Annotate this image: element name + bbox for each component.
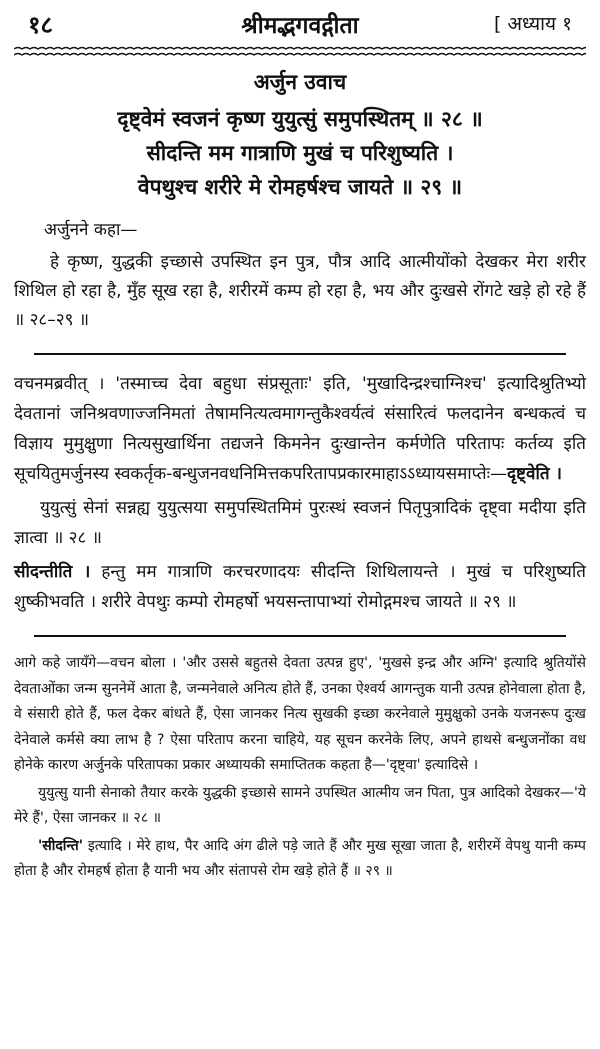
translation-intro: अर्जुनने कहा— [44,220,138,240]
hindi-commentary-para-1: आगे कहे जायँगे—वचन बोला । 'और उससे बहुतसे देवता उत्पन्न हुए', 'मुखसे इन्द्र और अग्नि' इत्यादि श्रुतियोंसे देवताओंका जन्म सुननेमें आता है, जन्मनेवाले अनित्य होते हैं, उनका ऐश्वर्य आगन्तुक यानी उत्पन्न होनेवाला होता है, वे संसारी होते हैं, फल देकर बांधते हैं, ऐसा जानकर नित्य सुखकी इच्छा करनेवाले मुमुक्षुको उनके यजनरूप दुःख देनेवाले कर्मसे क्या लाभ है ? ऐसा परिताप करना चाहिये, यह सूचन करनेके लिए, अपने हाथसे बन्धुजनोंका वध होनेके कारण अर्जुनके परितापका प्रकार अध्यायकी समाप्तितक कहता है—'दृष्ट्वा' इत्यादिसे । [14,655,586,773]
verse-line-3: वेपथुश्च शरीरे मे रोमहर्षश्च जायते ॥ २९ ॥ [137,175,463,199]
hindi-commentary-para-2: युयुत्सु यानी सेनाको तैयार करके युद्धकी इच्छासे सामने उपस्थित आत्मीय जन पिता, पुत्र आदिको देखकर—'ये मेरे हैं', ऐसा जानकर ॥ २८ ॥ [14,784,586,826]
commentary-para-1-text: वचनमब्रवीत् । 'तस्माच्च देवा बहुधा संप्रसूताः' इति, 'मुखादिन्द्रश्चाग्निश्च' इत्यादिश्रुतिभ्यो देवतानां जनिश्रवणाज्जनिमतां तेषामनित्यत्वमागन्तुकैश्वर्यत्वं संसारित्वं फलदानेन बन्धकत्वं च विज्ञाय मुमुक्षुणा नित्यसुखार्थिना तद्यजने किमनेन दुःखान्तेन कर्मणेति परितापः कर्तव्य इति सूचयितुमर्जुनस्य स्वकर्तृक-बन्धुजनवधनिमित्तकपरितापप्रकारमाहाऽऽध्यायसमाप्तेः— [14,374,586,484]
running-title: श्रीमद्भगवद्गीता [241,13,359,39]
translation-text: हे कृष्ण, युद्धकी इच्छासे उपस्थित इन पुत्र, पौत्र आदि आत्मीयोंको देखकर मेरा शरीर शिथिल हो रहा है, मुँह सूख रहा है, शरीरमें कम्प हो रहा है, भय और दुःखसे रोंगटे खड़े हो रहे हैं ॥ २८–२९ ॥ [14,252,586,330]
commentary-para-3-lead: सीदन्तीति । [14,562,91,582]
page-header [14,0,586,44]
commentary-para-3 [14,557,586,617]
commentary-para-2: युयुत्सुं सेनां सन्नह्य युयुत्सया समुपस्थितमिमं पुरःस्थं स्वजनं पितृपुत्रादिकं दृष्ट्वा मदीया इति ज्ञात्वा ॥ २८ ॥ [14,498,586,548]
hindi-commentary-para-3-text: इत्यादि । मेरे हाथ, पैर आदि अंग ढीले पड़े जाते हैं और मुख सूखा जाता है, शरीरमें वेपथु यानी कम्प होता है और रोमहर्ष होता है यानी भय और संतापसे रोम खड़े होते हैं ॥ २९ ॥ [14,837,586,879]
section-rule-1 [34,353,566,355]
commentary-para-3-text: हन्तु मम गात्राणि करचरणादयः सीदन्ति शिथिलायन्ते । मुखं च परिशुष्यति शुष्कीभवति । शरीरे वेपथुः कम्पो रोमहर्षो भयसन्तापाभ्यां रोमोद्गमश्च जायते ॥ २९ ॥ [14,562,586,612]
verse-line-2: सीदन्ति मम गात्राणि मुखं च परिशुष्यति । [146,141,454,165]
hindi-commentary-para-3-lead: 'सीदन्ति' [38,837,84,854]
wavy-divider [14,44,586,60]
verse-line-1: दृष्ट्वेमं स्वजनं कृष्ण युयुत्सुं समुपस्थितम् ॥ २८ ॥ [117,107,483,131]
section-rule-2 [34,635,566,637]
chapter-label: [ अध्याय १ [494,13,572,35]
page-number: १८ [28,11,53,39]
commentary-para-1-end: दृष्ट्वेति । [507,464,562,484]
verse-block [14,102,586,204]
hindi-commentary-para-3 [14,834,586,885]
commentary-para-1 [14,369,586,489]
speaker-heading: अर्जुन उवाच [253,70,347,94]
